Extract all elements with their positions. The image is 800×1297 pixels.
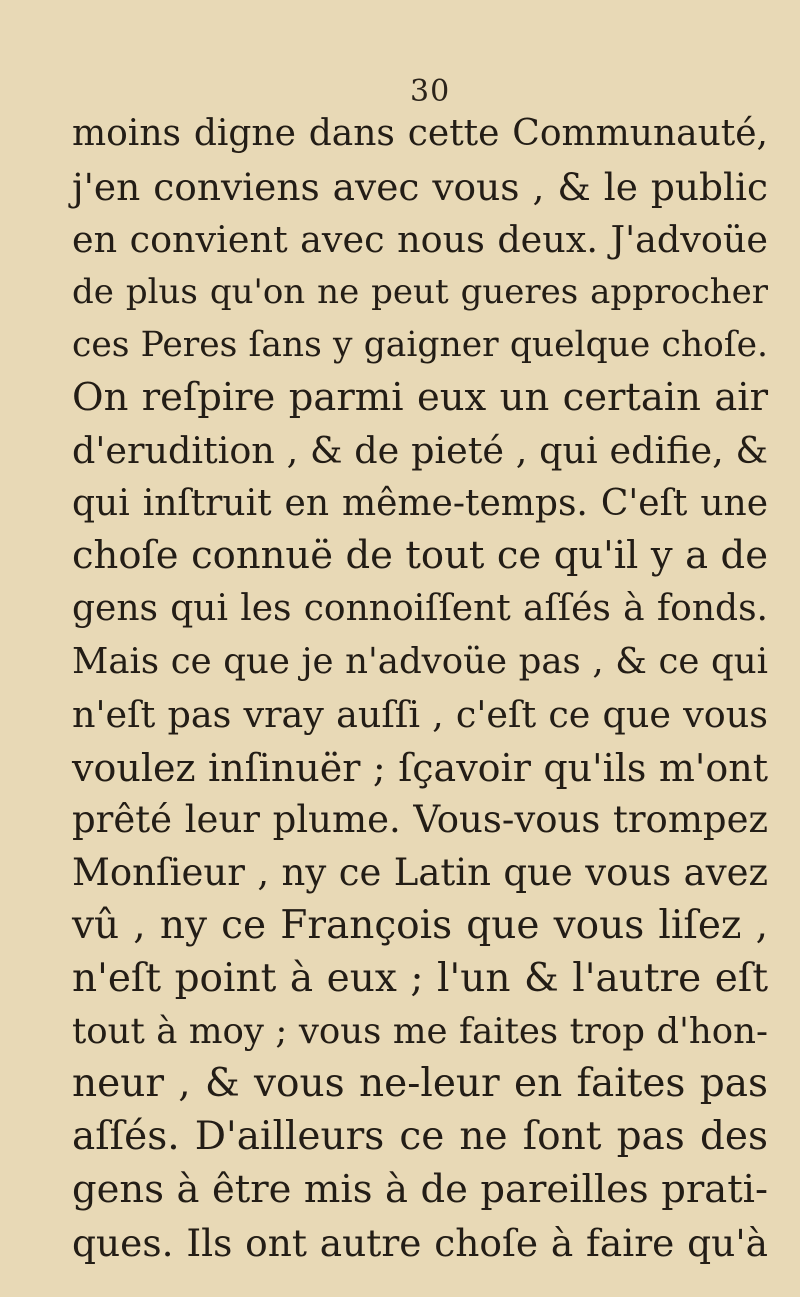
text-line: j'en conviens avec vous , & le public — [72, 164, 768, 209]
text-line: vû , ny ce François que vous liſez , — [72, 902, 768, 948]
text-line: neur , & vous ne-leur en faites pas — [72, 1061, 768, 1107]
text-line: tout à moy ; vous me faites trop d'hon- — [72, 1010, 768, 1052]
text-line: gens qui les connoiſſent aſſés à fonds. — [72, 588, 768, 630]
text-line: prêté leur plume. Vous-vous trompez — [72, 798, 768, 842]
body-text — [72, 108, 768, 1270]
text-line: Mais ce que je n'advoüe pas , & ce qui — [72, 640, 768, 682]
text-line: en convient avec nous deux. J'advoüe — [72, 217, 768, 261]
text-line: de plus qu'on ne peut gueres approcher — [72, 272, 768, 313]
text-line: On reſpire parmi eux un certain air — [72, 374, 768, 420]
text-line: qui inſtruit en même-temps. C'eſt une — [72, 482, 768, 524]
text-line: voulez inſinuër ; ſçavoir qu'ils m'ont — [72, 745, 768, 790]
text-line: moins digne dans cette Communauté, — [72, 113, 768, 154]
text-line: n'eſt pas vray auſſi , c'eſt ce que vous — [72, 692, 768, 736]
text-line: Monſieur , ny ce Latin que vous avez — [72, 851, 768, 895]
text-line: choſe connuë de tout ce qu'il y a de — [72, 533, 768, 579]
text-line: aſſés. D'ailleurs ce ne ſont pas des — [72, 1114, 768, 1160]
page-number: 30 — [410, 74, 451, 109]
text-line: ces Peres ſans y gaigner quelque choſe. — [72, 325, 768, 366]
text-line: n'eſt point à eux ; l'un & l'autre eſt — [72, 955, 768, 1001]
text-line: d'erudition , & de pieté , qui edifie, & — [72, 428, 768, 472]
text-line: ques. Ils ont autre choſe à faire qu'à — [72, 1220, 768, 1265]
text-line: gens à être mis à de pareilles prati- — [72, 1166, 768, 1212]
